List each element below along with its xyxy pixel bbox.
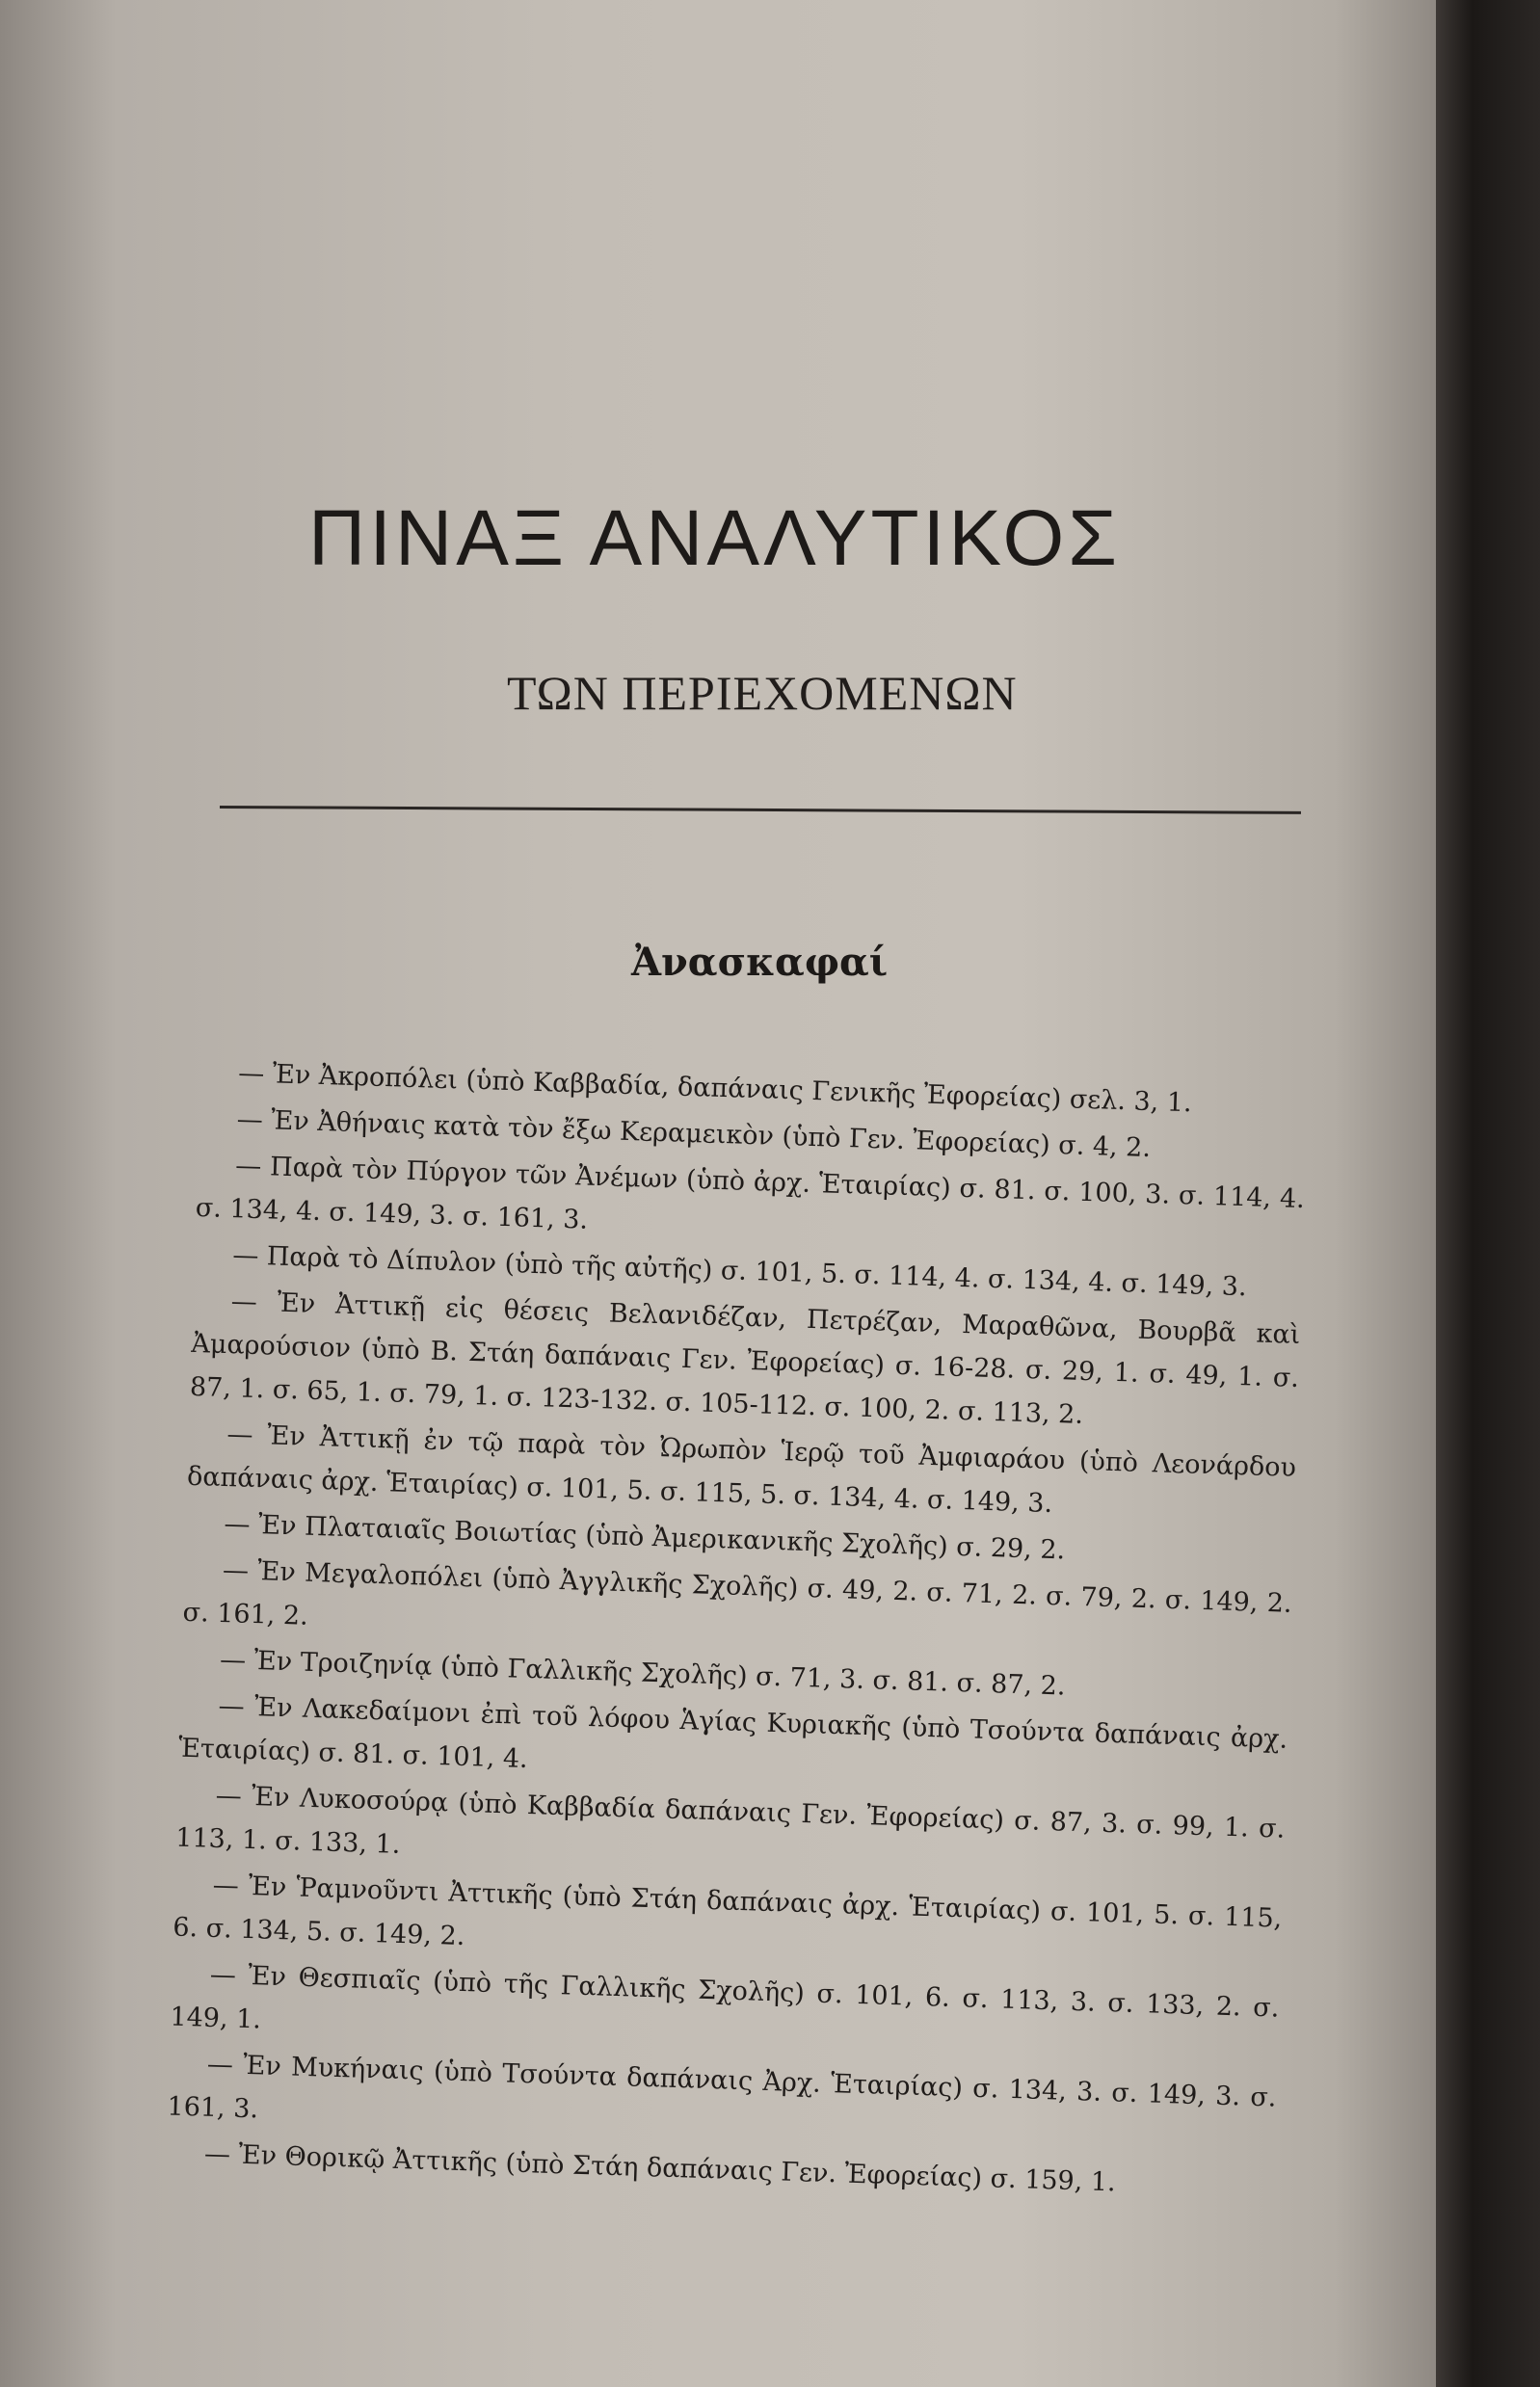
index-entry: — Ἐν Ἀττικῇ εἰς θέσεις Βελανιδέζαν, Πετρέζαν, Μαραθῶνα, Βουρβᾶ καὶ Ἀμαρούσιον (ὑπὸ Β. Στάη δαπάναις Γεν. Ἐφορείας) σ. 16-28. σ. 29, 1. σ. 49, 1. σ. 87, 1. σ. 65, 1. σ. 79, 1. σ. 123-132. σ. 105-112. σ. 100, 2. σ. 113, 2. (189, 1286, 1301, 1430)
index-entry: — Ἐν Τροιζηνίᾳ (ὑπὸ Γαλλικῆς Σχολῆς) σ. 71, 3. σ. 81. σ. 87, 2. (219, 1644, 1066, 1702)
index-entry: — Ἐν Θεσπιαῖς (ὑπὸ τῆς Γαλλικῆς Σχολῆς) σ. 101, 6. σ. 113, 3. σ. 133, 2. σ. 149, 1. (169, 1959, 1280, 2035)
index-entry: — Παρὰ τὸ Δίπυλον (ὑπὸ τῆς αὐτῆς) σ. 101, 5. σ. 114, 4. σ. 134, 4. σ. 149, 3. (231, 1240, 1248, 1303)
page-subtitle: ΤΩΝ ΠΕΡΙΕΧΟΜΕΝΩΝ (507, 666, 1018, 720)
index-entry: — Ἐν Ἀττικῇ ἐν τῷ παρὰ τὸν Ὠρωπὸν Ἱερῷ τοῦ Ἀμφιαράου (ὑπὸ Λεονάρδου δαπάναις ἀρχ. Ἑταιρίας) σ. 101, 5. σ. 115, 5. σ. 134, 4. σ. 149, 3. (186, 1419, 1297, 1519)
book-spine-shadow (1436, 0, 1540, 2387)
index-entry: — Παρὰ τὸν Πύργον τῶν Ἀνέμων (ὑπὸ ἀρχ. Ἑταιρίας) σ. 81. σ. 100, 3. σ. 114, 4. σ. 134, 4. σ. 149, 3. σ. 161, 3. (195, 1151, 1306, 1235)
index-entry: — Ἐν Ῥαμνοῦντι Ἀττικῆς (ὑπὸ Στάη δαπάναις ἀρχ. Ἑταιρίας) σ. 101, 5. σ. 115, 6. σ. 134, 5. σ. 149, 2. (172, 1870, 1283, 1952)
index-entry: — Ἐν Θορικῷ Ἀττικῆς (ὑπὸ Στάη δαπάναις Γεν. Ἐφορείας) σ. 159, 1. (203, 2138, 1117, 2198)
index-entry: — Ἐν Μεγαλοπόλει (ὑπὸ Ἀγγλικῆς Σχολῆς) σ. 49, 2. σ. 71, 2. σ. 79, 2. σ. 149, 2. σ. 161, 2. (182, 1554, 1293, 1631)
index-entry: — Ἐν Λυκοσούρᾳ (ὑπὸ Καββαδία δαπάναις Γεν. Ἐφορείας) σ. 87, 3. σ. 99, 1. σ. 113, 1. σ. 133, 1. (174, 1780, 1286, 1860)
index-entry: — Ἐν Λακεδαίμονι ἐπὶ τοῦ λόφου Ἁγίας Κυριακῆς (ὑπὸ Τσούντα δαπάναις ἀρχ. Ἑταιρίας) σ. 81. σ. 101, 4. (177, 1690, 1288, 1775)
index-entry: — Ἐν Πλαταιαῖς Βοιωτίας (ὑπὸ Ἀμερικανικῆς Σχολῆς) σ. 29, 2. (224, 1509, 1066, 1566)
section-heading: Ἀνασκαφαί (631, 940, 889, 985)
entry-list (165, 1050, 1308, 2213)
index-entry: — Ἐν Ἀκροπόλει (ὑπὸ Καββαδία, δαπάναις Γενικῆς Ἐφορείας) σελ. 3, 1. (237, 1058, 1193, 1119)
index-entry: — Ἐν Ἀθήναις κατὰ τὸν ἔξω Κεραμεικὸν (ὑπὸ Γεν. Ἐφορείας) σ. 4, 2. (236, 1104, 1152, 1164)
index-entry: — Ἐν Μυκήναις (ὑπὸ Τσούντα δαπάναις Ἀρχ. Ἑταιρίας) σ. 134, 3. σ. 149, 3. σ. 161, 3. (167, 2049, 1277, 2125)
page-title: ΠΙΝΑΞ ΑΝΑΛΥΤΙΚΟΣ (308, 494, 1121, 582)
horizontal-rule (220, 806, 1301, 814)
